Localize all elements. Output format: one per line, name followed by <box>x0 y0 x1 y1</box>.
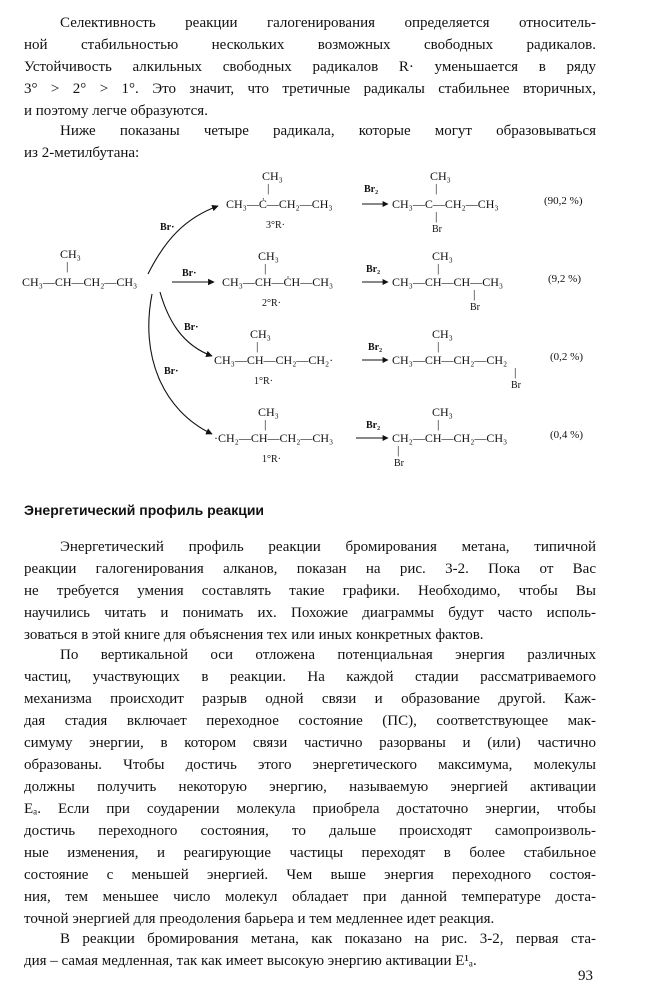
text-line: В реакции бромирования метана, как показано на рис. 3-2, первая ста- <box>60 931 596 947</box>
product-chain: CH₃—C—CH₂—CH₃ <box>392 197 499 211</box>
text-line: симуму энергии, в котором связи частично разорваны и (или) частично <box>24 735 596 751</box>
text-line: Устойчивость алкильных свободных радикалов R· уменьшается в ряду <box>24 59 596 75</box>
text-line: дая стадия включает переходное состояние (ПС), соответствующее мак- <box>24 713 596 729</box>
product-bromine: Br <box>511 380 521 391</box>
product-top: CH₃ <box>430 169 451 183</box>
product-bond: | <box>437 339 440 353</box>
radical-bond: | <box>264 261 267 275</box>
text-line: Eₐ. Если при соударении молекула приобрела достаточно энергии, чтобы <box>24 801 596 817</box>
text-line: Ниже показаны четыре радикала, которые могут образовываться <box>60 123 596 139</box>
radical-bond: | <box>256 339 259 353</box>
reactant-bond: | <box>66 259 69 273</box>
text-line: достичь переходного состояния, то дальше происходят самопроизволь- <box>24 823 596 839</box>
product-chain: CH₃—CH—CH—CH₃ <box>392 275 504 289</box>
lead-paragraph <box>24 120 596 164</box>
intro-paragraph <box>24 12 596 122</box>
product-bond: | <box>473 287 476 301</box>
reagent-label: Br· <box>182 268 197 279</box>
radical-branch: CH₃ <box>258 249 279 263</box>
radical-type-label: 1°R· <box>262 454 281 465</box>
bromine-reagent: Br₂ <box>368 342 383 353</box>
text-line: образованы. Чтобы достичь этого энергетического максимума, молекулы <box>24 757 596 773</box>
reactant-branch: CH₃ <box>60 247 81 261</box>
reagent-label: Br· <box>164 366 179 377</box>
text-line: частиц, участвующих в реакции. На каждой стадии рассматриваемого <box>24 669 596 685</box>
paragraph-energy-profile <box>24 536 596 646</box>
radical-bond: | <box>267 181 270 195</box>
scheme-row <box>214 327 583 391</box>
text-line: механизма происходит разрыв одной связи и образование другой. Каж- <box>24 691 596 707</box>
text-line: из 2-метилбутана: <box>24 145 140 161</box>
product-bond: | <box>437 417 440 431</box>
product-bond: | <box>435 181 438 195</box>
product-top: CH₃ <box>432 327 453 341</box>
radical-branch: CH₃ <box>262 169 283 183</box>
reagent-label: Br· <box>160 222 175 233</box>
bromine-reagent: Br₂ <box>366 420 381 431</box>
text-line: 3° > 2° > 1°. Это значит, что третичные радикалы стабильнее вторичных, <box>24 81 596 97</box>
radical-branch: CH₃ <box>258 405 279 419</box>
radical-bond: | <box>264 417 267 431</box>
radical-type-label: 1°R· <box>254 376 273 387</box>
yield-value: (9,2 %) <box>548 273 581 285</box>
bromine-reagent: Br₂ <box>364 184 379 195</box>
yield-value: (0,2 %) <box>550 351 583 363</box>
radical-branch: CH₃ <box>250 327 271 341</box>
text-line: не требуется умения составлять такие графики. Необходимо, чтобы Вы <box>24 583 596 599</box>
product-bond: | <box>435 209 438 223</box>
product-top: CH₃ <box>432 405 453 419</box>
arrow-to-primary-b <box>149 294 212 434</box>
product-chain: CH₂—CH—CH₂—CH₃ <box>392 431 508 445</box>
text-line: Энергетический профиль реакции бромирования метана, типичной <box>60 539 596 555</box>
text-line: дия – самая медленная, так как имеет высокую энергию активации E¹ₐ. <box>24 953 477 969</box>
radical-chain: ·CH₂—CH—CH₂—CH₃ <box>214 431 334 445</box>
arrow-to-tertiary <box>148 206 218 274</box>
radical-type-label: 2°R· <box>262 298 281 309</box>
radical-chain: CH₃—CH—ĊH—CH₃ <box>222 275 334 289</box>
paragraph-vertical-axis <box>24 644 596 930</box>
text-line: ные изменения, и реагирующие частицы переходят в более стабильное <box>24 845 596 861</box>
product-top: CH₃ <box>432 249 453 263</box>
radical-type-label: 3°R· <box>266 220 285 231</box>
text-line: По вертикальной оси отложена потенциальная энергия различных <box>60 647 596 663</box>
radical-chain: CH₃—CH—CH₂—CH₂· <box>214 353 334 367</box>
reagent-label: Br· <box>184 322 199 333</box>
scheme-row <box>214 405 583 469</box>
text-line: и поэтому легче образуются. <box>24 103 208 119</box>
yield-value: (0,4 %) <box>550 429 583 441</box>
product-bromine: Br <box>470 302 480 313</box>
scheme-row <box>222 249 581 313</box>
product-bromine: Br <box>432 224 442 235</box>
yield-value: (90,2 %) <box>544 195 583 207</box>
text-line: реакции галогенирования алканов, показан на рис. 3-2. Пока от Вас <box>24 561 596 577</box>
page-number: 93 <box>578 968 593 984</box>
section-heading: Энергетический профиль реакции <box>24 502 265 518</box>
text-line: состояние с меньшей энергией. Чем выше энергия переходного состоя- <box>24 867 596 883</box>
text-line: Селективность реакции галогенирования определяется относитель- <box>60 15 596 31</box>
scheme-row <box>226 169 583 235</box>
product-chain: CH₃—CH—CH₂—CH₂ <box>392 353 508 367</box>
text-line: должны получить некоторую энергию, называемую энергией активации <box>24 779 596 795</box>
text-line: научились читать и понимать их. Похожие диаграммы будут часто исполь- <box>24 605 596 621</box>
reactant-chain: CH₃—CH—CH₂—CH₃ <box>22 275 138 289</box>
product-bromine: Br <box>394 458 404 469</box>
radical-chain: CH₃—Ċ—CH₂—CH₃ <box>226 197 333 211</box>
product-bond: | <box>397 443 400 457</box>
text-line: ной стабильностью нескольких возможных свободных радикалов. <box>24 37 596 53</box>
product-bond: | <box>437 261 440 275</box>
product-bond: | <box>514 365 517 379</box>
reactant <box>22 247 137 289</box>
text-line: зоваться в этой книге для объяснения тех или иных конкретных фактов. <box>24 627 484 643</box>
text-line: точной энергией для преодоления барьера и тем медленнее идет реакция. <box>24 911 495 927</box>
reaction-arrows <box>148 206 218 434</box>
paragraph-bromination <box>24 928 596 972</box>
text-line: ния, тем меньшее число молекул обладает при данной температуре доста- <box>24 889 596 905</box>
bromine-reagent: Br₂ <box>366 264 381 275</box>
reaction-scheme <box>0 160 652 480</box>
